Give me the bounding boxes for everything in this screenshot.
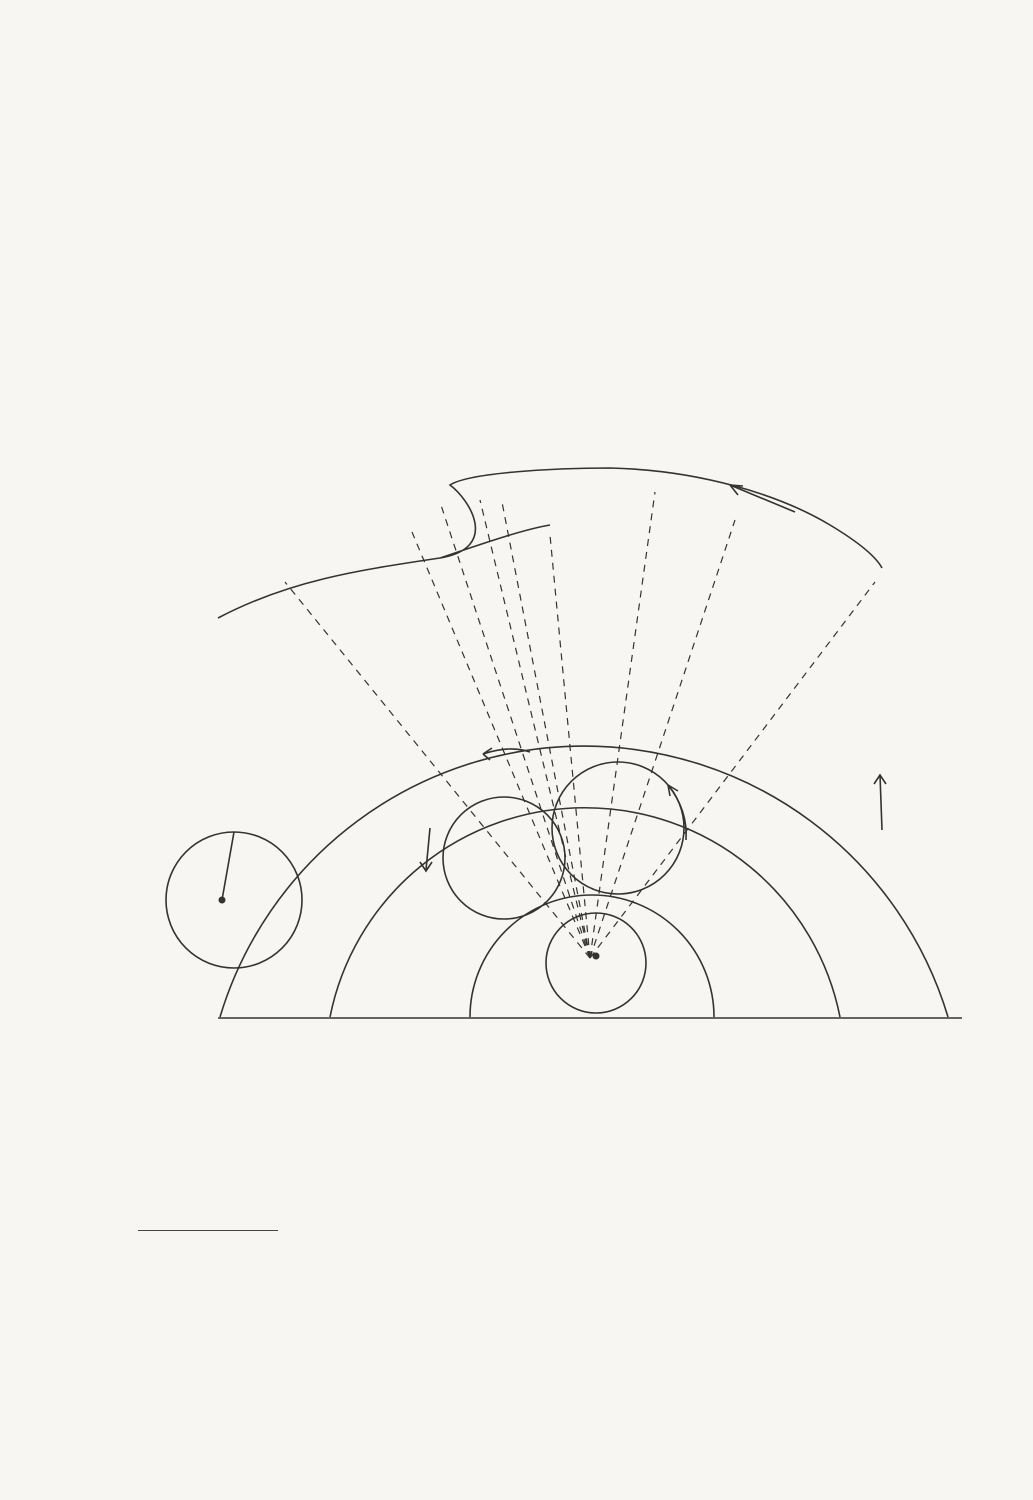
- ptolemaic-system-diagram: [140, 440, 970, 1040]
- earth-circle: [546, 913, 646, 1013]
- moon-epicycle: [166, 832, 302, 968]
- footnote-rule: [138, 1230, 278, 1231]
- outer-orbit-arc: [220, 746, 948, 1017]
- epicycle-left: [443, 797, 565, 919]
- middle-orbit-arc: [330, 808, 840, 1017]
- epicycle-right: [552, 762, 684, 894]
- retrograde-loop: [218, 468, 882, 618]
